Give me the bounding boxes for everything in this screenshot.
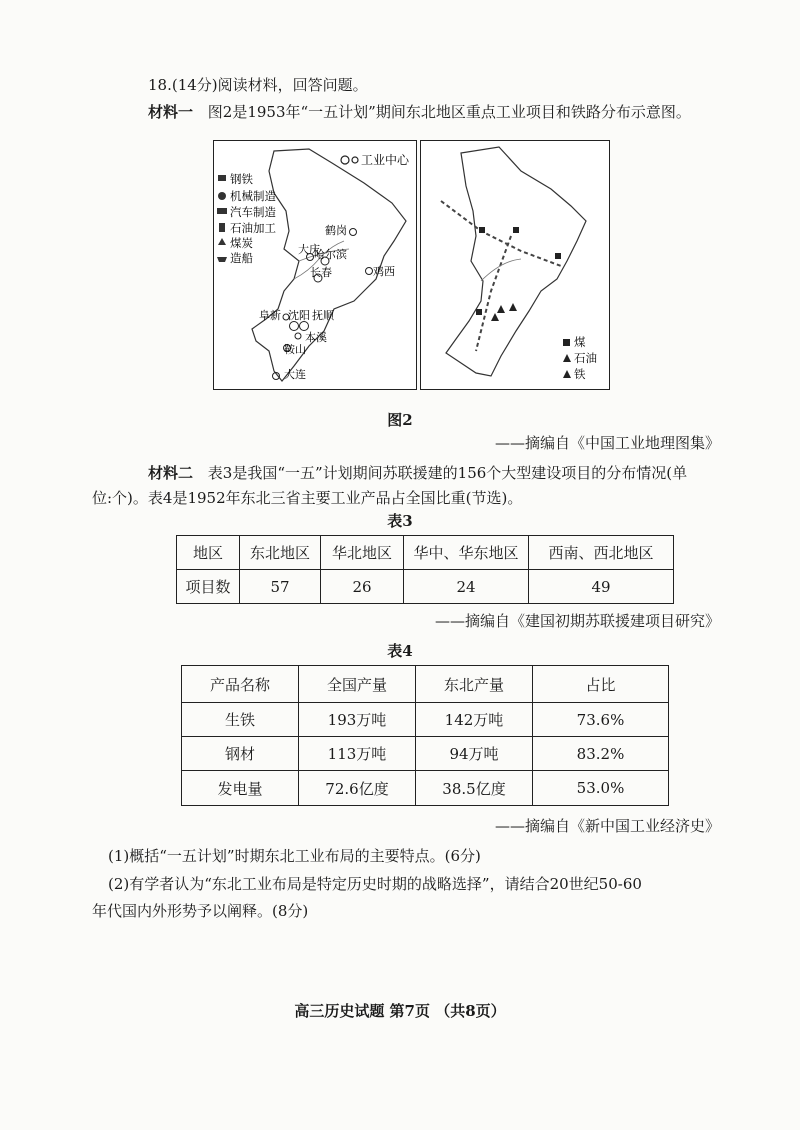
figure2-left-map [213,140,417,390]
material1-text: 图2是1953年“一五计划”期间东北地区重点工业项目和铁路分布示意图。 [207,103,691,121]
figure2-caption: 图2 [387,411,413,429]
ship-icon [217,257,227,262]
city-benxi: 本溪 [305,331,327,344]
table4-header-cell: 东北产量 [416,666,533,703]
legend-shipbuilding: 造船 [230,251,253,265]
right-map-svg [421,141,609,389]
material2-text-line2: 位:个)。表4是1952年东北三省主要工业产品占全国比重(节选)。 [92,489,523,507]
table4-header-cell: 占比 [533,666,669,703]
legend-oil: 石油加工 [230,221,276,235]
figure2-source: ——摘编自《中国工业地理图集》 [494,434,720,452]
legend-industry-center: 工业中心 [361,153,410,167]
table3-data-row [177,570,674,604]
machinery-icon [218,192,226,200]
table4-cell: 113万吨 [299,737,416,771]
city-changchun: 长春 [310,266,332,279]
legend-coal-right: 煤 [574,335,586,349]
table3-source: ——摘编自《建国初期苏联援建项目研究》 [434,612,720,630]
subquestion-2-line2: 年代国内外形势予以阐释。(8分) [92,902,309,920]
table3-value-cell: 24 [404,570,529,604]
coal-icon [218,238,226,245]
city-harbin: 哈尔滨 [314,248,347,261]
question-header: 18.(14分)阅读材料，回答问题。 [148,76,368,94]
steel-icon [218,175,226,181]
city-jixi: 鸡西 [373,265,395,278]
material2-paragraph [148,462,687,484]
city-fushun: 抚顺 [312,309,334,322]
table3 [176,535,674,604]
city-fuxin: 阜新 [259,309,281,322]
table4-header-row [182,666,669,703]
material2-text-line1: 表3是我国“一五”计划期间苏联援建的156个大型建设项目的分布情况(单 [207,464,688,482]
left-legend [217,172,276,265]
figure2-right-map [420,140,610,390]
table4-cell: 38.5亿度 [416,771,533,806]
city-dalian: 大连 [284,368,306,381]
table3-header-cell: 东北地区 [240,536,321,570]
table4 [181,665,669,806]
table4-cell: 发电量 [182,771,299,806]
legend-steel: 钢铁 [230,172,253,186]
table3-value-cell: 26 [321,570,404,604]
table4-header-cell: 全国产量 [299,666,416,703]
page-footer: 高三历史试题 第7页 （共8页） [294,1002,506,1020]
table4-cell: 73.6% [533,703,669,737]
table4-cell: 142万吨 [416,703,533,737]
legend-iron-right: 铁 [574,367,586,381]
subquestion-2-line1: (2)有学者认为“东北工业布局是特定历史时期的战略选择”，请结合20世纪50-60 [108,875,642,893]
table3-header-cell: 华北地区 [321,536,404,570]
table-row [182,703,669,737]
oil-refinery-icon [219,223,225,232]
material1-label: 材料一 [148,103,194,121]
table4-source: ——摘编自《新中国工业经济史》 [494,817,720,835]
table3-header-cell: 华中、华东地区 [404,536,529,570]
subquestion-1: (1)概括“一五计划”时期东北工业布局的主要特点。(6分) [108,847,481,865]
table3-header-cell: 西南、西北地区 [529,536,674,570]
table3-header-row [177,536,674,570]
left-map-svg [214,141,416,389]
coal-square-icon [563,339,570,346]
legend-oil-right: 石油 [574,351,597,365]
table4-cell: 193万吨 [299,703,416,737]
table4-cell: 83.2% [533,737,669,771]
iron-triangle-icon [563,370,571,378]
car-icon [217,208,227,214]
city-shenyang: 沈阳 [288,309,310,322]
table4-cell: 94万吨 [416,737,533,771]
table3-row-label: 项目数 [177,570,240,604]
table4-caption: 表4 [387,642,413,660]
table4-cell: 53.0% [533,771,669,806]
city-anshan: 鞍山 [284,343,306,356]
table4-cell: 72.6亿度 [299,771,416,806]
oil-triangle-icon [563,354,571,362]
table3-caption: 表3 [387,512,413,530]
material1-paragraph [148,101,691,123]
legend-car: 汽车制造 [230,205,276,219]
table4-cell: 生铁 [182,703,299,737]
table-row [182,771,669,806]
table3-value-cell: 49 [529,570,674,604]
legend-coal: 煤炭 [230,236,253,250]
city-daqing: 大庆 [298,243,320,256]
legend-machinery: 机械制造 [230,189,276,203]
material2-label: 材料二 [148,464,194,482]
table4-cell: 钢材 [182,737,299,771]
city-hegang: 鹤岗 [325,224,347,237]
table4-header-cell: 产品名称 [182,666,299,703]
table3-value-cell: 57 [240,570,321,604]
table3-header-cell: 地区 [177,536,240,570]
table-row [182,737,669,771]
